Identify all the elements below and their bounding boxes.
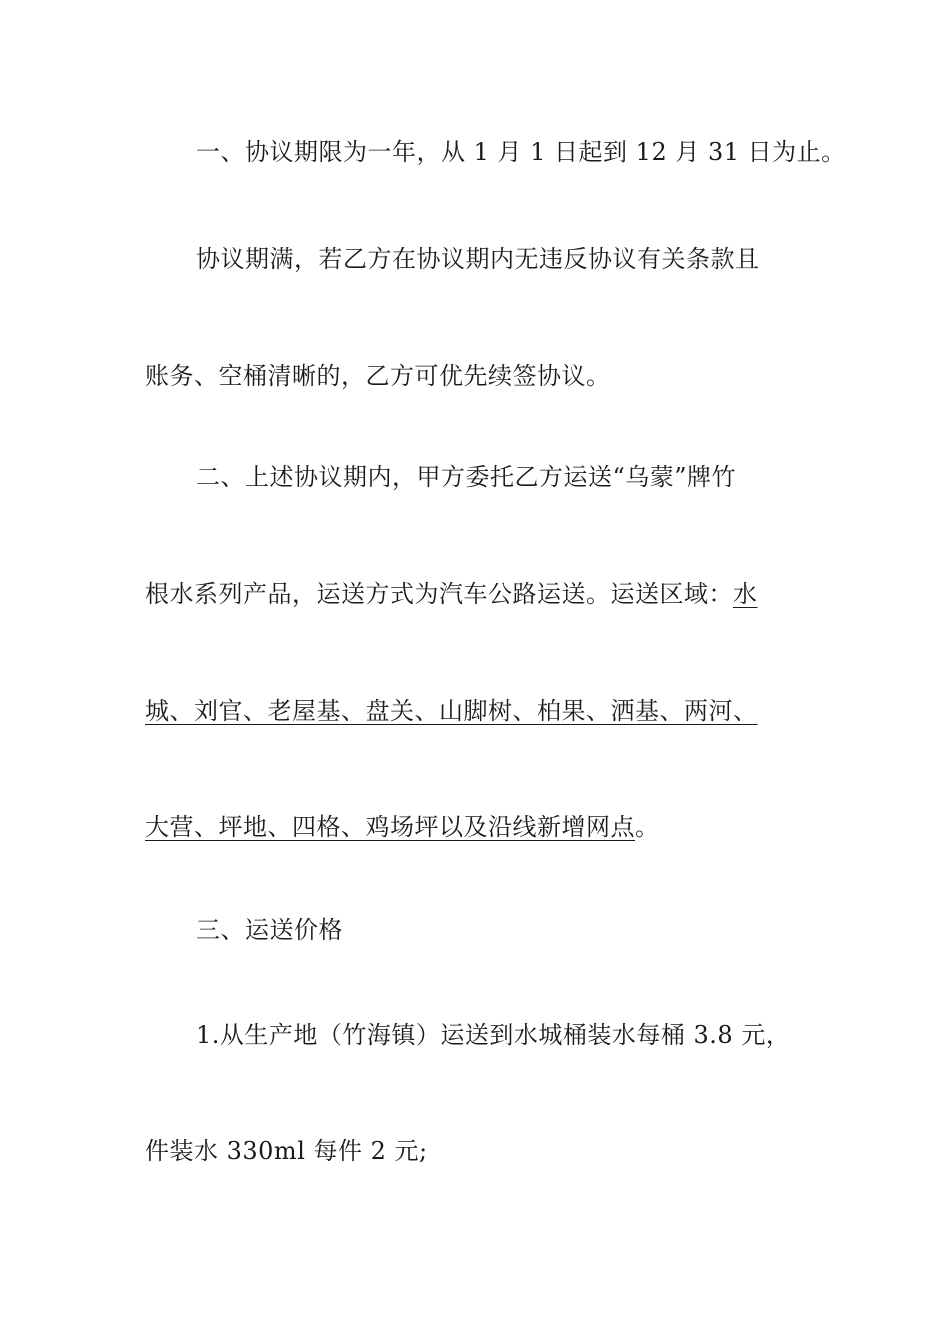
paragraph-price-line-1: 1.从生产地（竹海镇）运送到水城桶装水每桶 3.8 元， [196, 1021, 791, 1049]
paragraph-delivery-line-2 [145, 578, 845, 610]
paragraph-delivery-line-4 [145, 811, 845, 843]
paragraph-renewal-line-1: 协议期满，若乙方在协议期内无违反协议有关条款且 [196, 245, 760, 273]
paragraph-delivery-line-3 [145, 695, 845, 727]
paragraph-term-line: 一、协议期限为一年，从 1 月 1 日起到 12 月 31 日为止。 [196, 138, 846, 166]
section-heading-price: 三、运送价格 [196, 916, 343, 944]
sentence-end-punctuation: 。 [635, 813, 660, 841]
paragraph-price-line-2: 件装水 330ml 每件 2 元; [145, 1137, 428, 1165]
delivery-area-text: 大营、坪地、四格、鸡场坪以及沿线新增网点 [145, 813, 635, 841]
delivery-area-text: 水 [733, 580, 758, 608]
delivery-method-text: 根水系列产品，运送方式为汽车公路运送。运送区域： [145, 580, 733, 608]
paragraph-renewal-line-2: 账务、空桶清晰的，乙方可优先续签协议。 [145, 362, 611, 390]
paragraph-delivery-line-1: 二、上述协议期内，甲方委托乙方运送“乌蒙”牌竹 [196, 463, 737, 491]
delivery-area-text: 城、刘官、老屋基、盘关、山脚树、柏果、洒基、两河、 [145, 697, 758, 725]
